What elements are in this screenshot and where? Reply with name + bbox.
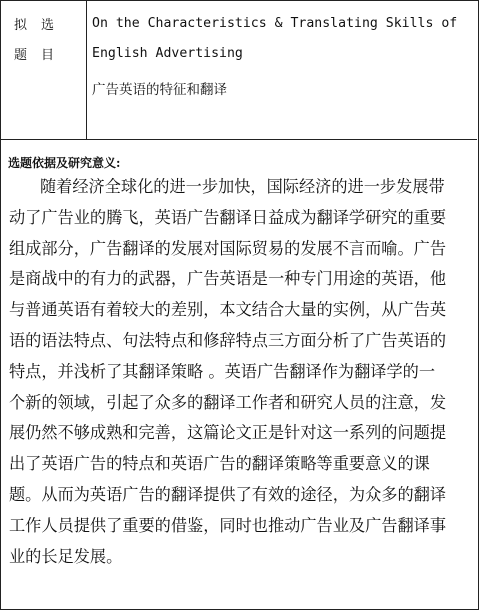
body-line: 是商战中的有力的武器，广告英语是一种专门用途的英语，他 [9, 269, 447, 289]
body-line: 业的长足发展。 [9, 546, 123, 566]
body-text [9, 172, 471, 572]
title-cell [87, 0, 477, 139]
body-line: 动了广告业的腾飞，英语广告翻译日益成为翻译学研究的重要 [9, 207, 447, 227]
body-line: 组成部分，广告翻译的发展对国际贸易的发展不言而喻。广告 [9, 238, 447, 258]
section-heading: 选题依据及研究意义: [8, 156, 121, 170]
label-cell [0, 0, 87, 139]
body-line: 展仍然不够成熟和完善，这篇论文正是针对这一系列的问题提 [9, 423, 447, 443]
body-line: 个新的领域，引起了众多的翻译工作者和研究人员的注意，发 [9, 392, 447, 412]
body-line: 语的语法特点、句法特点和修辞特点三方面分析了广告英语的 [9, 330, 447, 350]
body-line: 特点，并浅析了其翻译策略 。英语广告翻译作为翻译学的一 [9, 361, 436, 381]
title-chinese: 广告英语的特征和翻译 [92, 82, 227, 98]
body-line: 工作人员提供了重要的借鉴，同时也推动广告业及广告翻译事 [9, 515, 447, 535]
body-line: 出了英语广告的特点和英语广告的翻译策略等重要意义的课 [9, 454, 430, 474]
label-line-1: 拟选 [14, 18, 69, 33]
label-line-2: 题目 [14, 48, 69, 63]
title-english: On the Characteristics & Translating Skills of English Advertising [92, 16, 466, 61]
body-line: 题。从而为英语广告的翻译提供了有效的途径，为众多的翻译 [9, 484, 447, 504]
body-line: 随着经济全球化的进一步加快，国际经济的进一步发展带 [40, 177, 445, 196]
title-row [0, 0, 477, 140]
body-line: 与普通英语有着较大的差别，本文结合大量的实例，从广告英 [9, 300, 447, 320]
